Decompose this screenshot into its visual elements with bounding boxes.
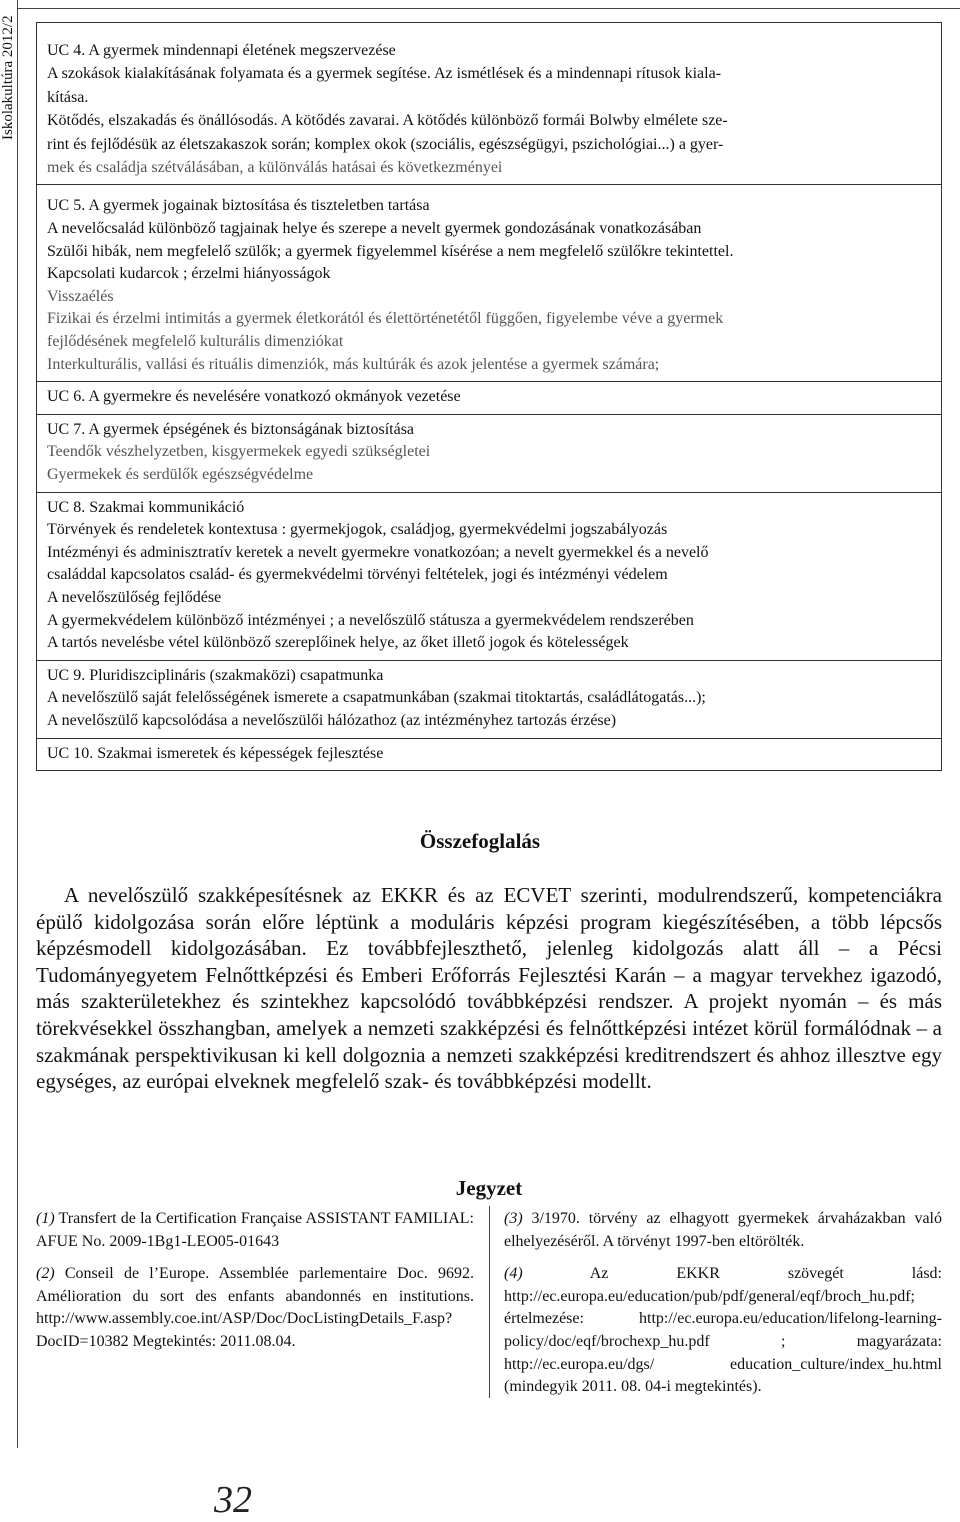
footnote-text: Transfert de la Certification Française ASSISTANT FAMILIAL: AFUE No. 2009-1Bg1-LEO05-01643 xyxy=(36,1210,474,1250)
footnote-number: (2) xyxy=(36,1265,55,1283)
footnote-number: (1) xyxy=(36,1210,55,1227)
unit-line: kítása. xyxy=(47,88,89,106)
unit-row xyxy=(37,738,941,771)
unit-title: UC 6. A gyermekre és nevelésére vonatkozó okmányok vezetése xyxy=(47,388,461,406)
unit-line: rint és fejlődésük az életszakaszok során; komplex okok (szociális, egészségügyi, pszichológiai...) a gyer- xyxy=(47,135,724,153)
unit-line: fejlődésének megfelelő kulturális dimenziókat xyxy=(47,333,344,350)
footnote-text: 3/1970. törvény az elhagyott gyermekek árvaházakban való elhelyezéséről. A törvényt 1997-ben eltörölték. xyxy=(504,1210,942,1250)
unit-line: Kötődés, elszakadás és önállósodás. A kötődés zavarai. A kötődés különböző formái Bolwby elmélete sze- xyxy=(47,112,728,130)
units-table xyxy=(36,22,942,771)
summary-title: Összefoglalás xyxy=(419,829,541,853)
page-number: 32 xyxy=(214,1479,252,1521)
unit-line: A tartós nevelésbe vétel különböző szereplőinek helye, az őket illető jogok és kötelességek xyxy=(47,634,629,652)
unit-line: Törvények és rendeletek kontextusa : gyermekjogok, családjog, gyermekvédelmi jogszabályozás xyxy=(47,521,668,539)
unit-line: mek és családja szétválásában, a különválás hatásai és következményei xyxy=(47,159,503,177)
unit-line: Kapcsolati kudarcok ; érzelmi hiányosságok xyxy=(47,265,331,283)
footnote-text: Az EKKR szövegét lásd: http://ec.europa.eu/education/pub/pdf/general/eqf/broch_hu.pdf; értelmezése: http://ec.europa.eu/education/lifelong-learning-policy/doc/eqf/brochexp_hu.pdf ; magyarázata: http://ec.europa.eu/dgs/ education_culture/index_hu.html (mindegyik 2011. 08. 04-i megtekintés). xyxy=(504,1265,942,1396)
notes-title: Jegyzet xyxy=(455,1176,523,1200)
footnote-text: Conseil de l’Europe. Assemblée parlementaire Doc. 9692. Amélioration du sort des enfants abandonnés en institutions. http://www.assembly.coe.int/ASP/Doc/DocListingDetails_F.asp?DocID=10382 Megtekintés: 2011.08.04. xyxy=(36,1265,474,1350)
unit-line: A nevelőszülő kapcsolódása a nevelőszülői hálózathoz (az intézményhez tartozás érzése) xyxy=(47,711,617,729)
unit-line: Teendők vészhelyzetben, kisgyermekek egyedi szükségletei xyxy=(47,443,431,461)
unit-line: családdal kapcsolatos család- és gyermekvédelmi törvényi feltételek, jogi és intézményi védelem xyxy=(47,566,668,584)
unit-row xyxy=(37,414,941,492)
unit-line: A gyermekvédelem különböző intézményei ; a nevelőszülő státusza a gyermekvédelem rendszerében xyxy=(47,611,694,629)
notes-divider xyxy=(489,1206,490,1398)
footnote xyxy=(36,1263,474,1353)
margin-rule xyxy=(17,0,18,1448)
unit-row xyxy=(37,184,941,381)
notes-right-column xyxy=(504,1208,942,1409)
unit-title: UC 9. Pluridiszciplináris (szakmaközi) csapatmunka xyxy=(47,666,384,684)
footnote xyxy=(504,1208,942,1253)
unit-line: A nevelőszülőség fejlődése xyxy=(47,588,222,606)
unit-line: Gyermekek és serdülők egészségvédelme xyxy=(47,465,314,483)
footnote xyxy=(36,1208,474,1253)
unit-row xyxy=(37,381,941,414)
unit-title: UC 7. A gyermek épségének és biztonságának biztosítása xyxy=(47,420,415,438)
unit-line: Intézményi és adminisztratív keretek a nevelt gyermekre vonatkozóan; a nevelt gyermekkel és a nevelő xyxy=(47,543,709,561)
running-head-strip xyxy=(0,0,24,1518)
unit-line: Interkulturális, vallási és rituális dimenziók, más kultúrák és azok jelentése a gyermek számára; xyxy=(47,355,660,373)
footnote-number: (3) xyxy=(504,1210,523,1227)
unit-line: A szokások kialakításának folyamata és a gyermek segítése. Az ismétlések és a mindennapi rítusok kiala- xyxy=(47,65,722,83)
footnote-number: (4) xyxy=(504,1265,523,1283)
unit-title: UC 5. A gyermek jogainak biztosítása és tiszteletben tartása xyxy=(47,197,430,215)
running-head: Iskolakultúra 2012/2 xyxy=(0,15,16,140)
footnote xyxy=(504,1263,942,1399)
unit-line: Szülői hibák, nem megfelelő szülők; a gyermek figyelemmel kísérése a nem megfelelő szülőkre tekintettel. xyxy=(47,242,734,260)
unit-line: Visszaélés xyxy=(47,287,114,305)
unit-row xyxy=(37,23,941,184)
header-rule xyxy=(17,8,960,9)
unit-line: Fizikai és érzelmi intimitás a gyermek életkorától és élettörténetétől függően, figyelembe véve a gyermek xyxy=(47,310,724,328)
unit-row xyxy=(37,660,941,738)
unit-title: UC 4. A gyermek mindennapi életének megszervezése xyxy=(47,42,396,59)
unit-row xyxy=(37,492,941,660)
notes-left-column xyxy=(36,1208,474,1364)
summary-text: A nevelőszülő szakképesítésnek az EKKR és az ECVET szerinti, modulrendszerű, kompetenciákra épülő kidolgozása során előre léptünk a moduláris képzési program kiegészítésében, a több lépcsős képzésmodell kidolgozásában. Ez továbbfejleszthető, jelenleg kidolgozás alatt áll – a Pécsi Tudományegyetem Felnőttképzési és Emberi Erőforrás Fejlesztési Karán – a magyar tervekhez igazodó, más szakterületekhez és szintekhez kapcsolódó továbbképzési rendszer. A projekt nyomán – és más törekvésekkel összhangban, amelyek a nemzeti szakképzési és felnőttképzési intézet körül formálódnak – a szakmának perspektivikusan ki kell dolgoznia a nemzeti szakképzési kreditrendszert és ahhoz illesztve egy egységes, az európai elveknek megfelelő szak- és továbbképzési modellt. xyxy=(36,883,942,1094)
unit-title: UC 10. Szakmai ismeretek és képességek fejlesztése xyxy=(47,744,384,762)
unit-line: A nevelőszülő saját felelősségének ismerete a csapatmunkában (szakmai titoktartás, családlátogatás...); xyxy=(47,689,706,707)
unit-title: UC 8. Szakmai kommunikáció xyxy=(47,498,245,516)
unit-line: A nevelőcsalád különböző tagjainak helye és szerepe a nevelt gyermek gondozásának vonatkozásában xyxy=(47,220,702,238)
